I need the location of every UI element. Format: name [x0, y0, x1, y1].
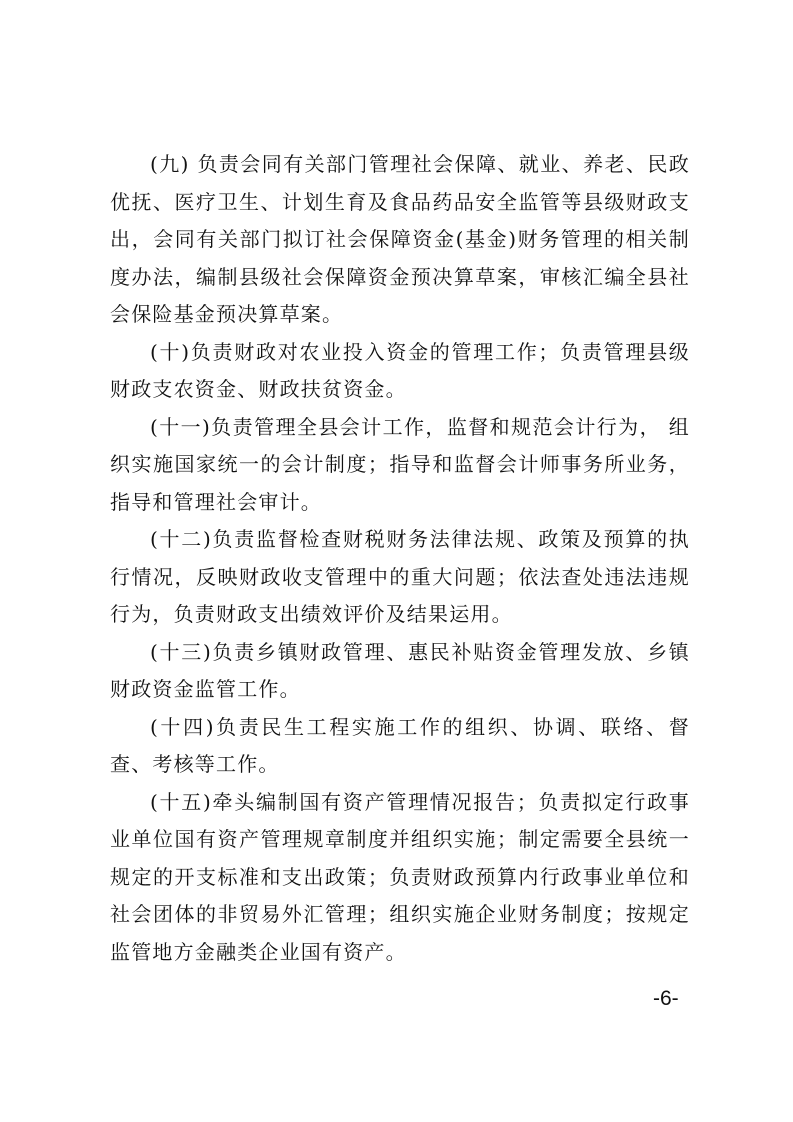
paragraph-item-12: (十二)负责监督检查财税财务法律法规、政策及预算的执行情况，反映财政收支管理中的重大问题；依法查处违法违规行为，负责财政支出绩效评价及结果运用。 [110, 527, 690, 626]
paragraph-item-11: (十一)负责管理全县会计工作，监督和规范会计行为， 组织实施国家统一的会计制度；指导和监督会计师事务所业务，指导和管理社会审计。 [110, 414, 690, 514]
paragraph-item-10: (十)负责财政对农业投入资金的管理工作；负责管理县级财政支农资金、财政扶贫资金。 [110, 339, 690, 401]
page-number: -6- [653, 987, 679, 1010]
paragraph-item-14: (十四)负责民生工程实施工作的组织、协调、联络、督查、考核等工作。 [110, 714, 690, 776]
paragraph-item-13: (十三)负责乡镇财政管理、惠民补贴资金管理发放、乡镇财政资金监管工作。 [110, 639, 690, 701]
document-body [110, 146, 690, 971]
paragraph-item-9: (九) 负责会同有关部门管理社会保障、就业、养老、民政优抚、医疗卫生、计划生育及食品药品安全监管等县级财政支出，会同有关部门拟订社会保障资金(基金)财务管理的相关制度办法，编制县级社会保障资金预决算草案，审核汇编全县社会保险基金预决算草案。 [110, 152, 690, 326]
paragraph-item-15: (十五)牵头编制国有资产管理情况报告；负责拟定行政事业单位国有资产管理规章制度并组织实施；制定需要全县统一规定的开支标准和支出政策；负责财政预算内行政事业单位和社会团体的非贸易外汇管理；组织实施企业财务制度；按规定监管地方金融类企业国有资产。 [110, 789, 690, 964]
